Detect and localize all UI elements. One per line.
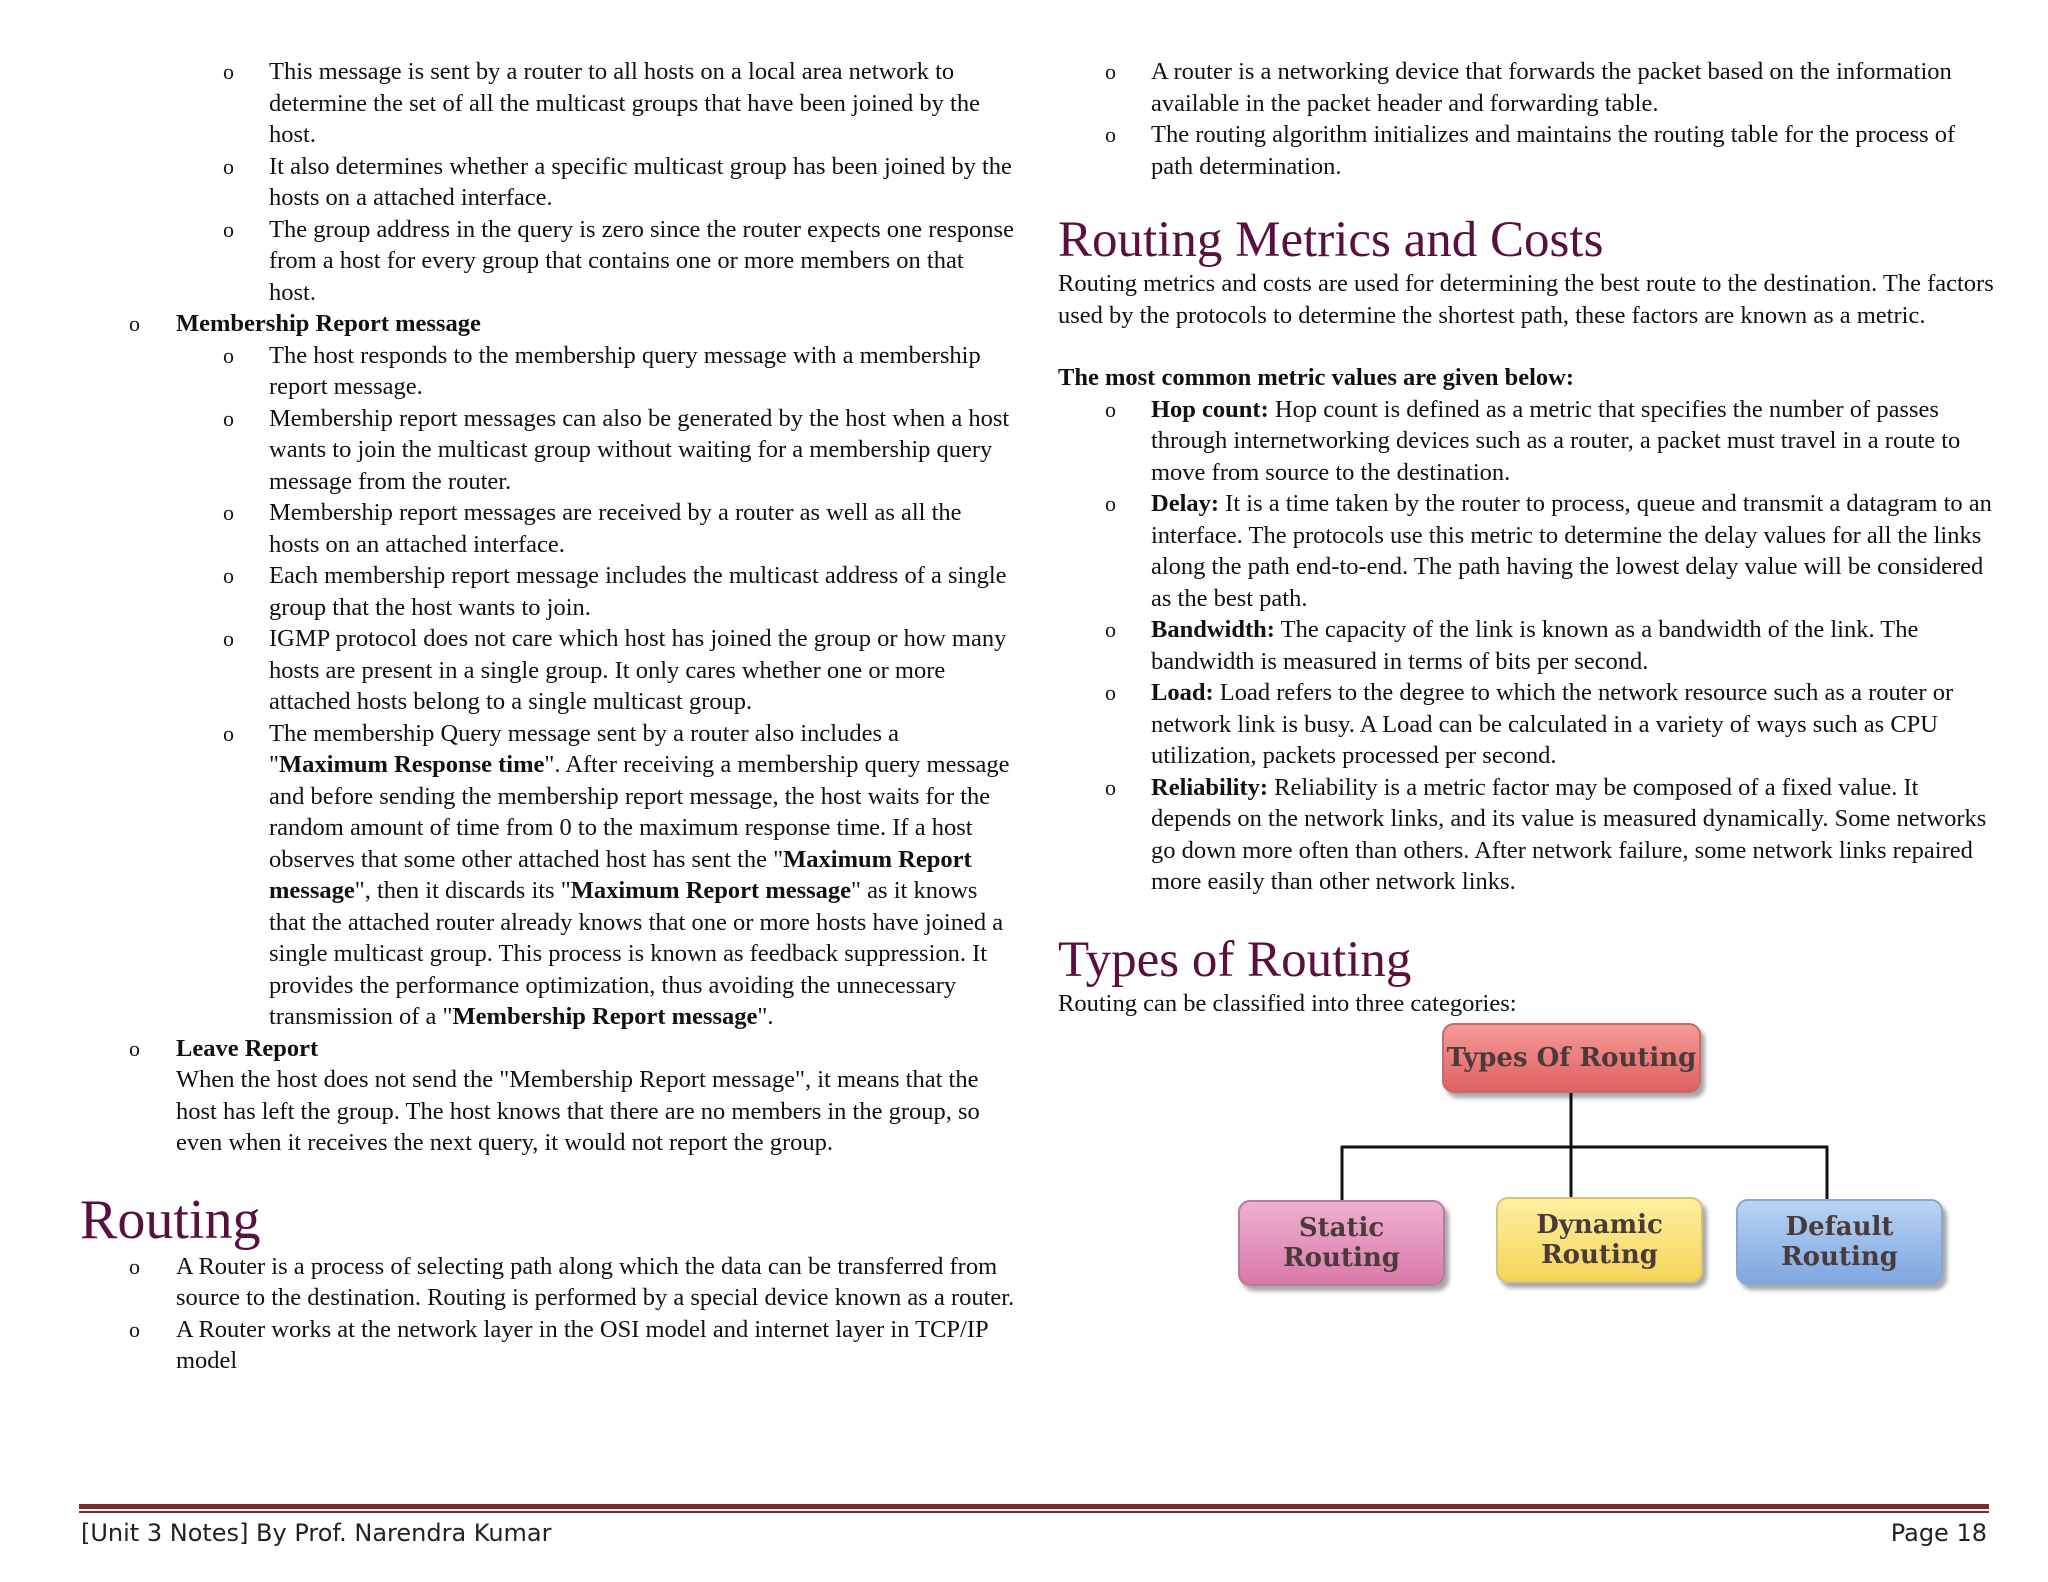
bullet: o [129,311,140,336]
bullet: o [129,1253,140,1279]
list-item: o The membership Query message sent by a router also includes a "Maximum Response time". After receiving a membership query message and before sending the membership report message, the host waits for the random amount of time from 0 to the maximum response time. If a host observes that some other attached host has sent the "Maximum Report message", then it discards its "Maximum Report message" as it knows that the attached router already knows that one or more hosts have joined a single multicast group. This process is known as feedback suppression. It provides the performance optimization, thus avoiding the unnecessary transmission of a "Membership Report message". [223,719,1010,1030]
list-item: o This message is sent by a router to all hosts on a local area network to determine the set of all the multicast groups that have been joined by the host. [223,58,980,148]
bullet: o [1105,774,1116,800]
bullet: o [1105,122,1116,147]
types-intro: Routing can be classified into three categories: [1058,989,1517,1017]
left-column [80,56,1015,1377]
bullet: o [129,1035,140,1061]
bullet: o [223,342,234,368]
bullet: o [1105,617,1116,642]
right-column [1058,56,1998,1309]
footer-rule-thin [79,1511,1989,1513]
metric-reliability: o Reliability: Reliability is a metric factor may be composed of a fixed value. It depends on the network links, and its value is measured dynamically. Some networks go down more often than others. After network failure, some network links repaired more easily than other network links. [1105,773,1987,895]
list-item: o The routing algorithm initializes and maintains the routing table for the process of path determination. [1105,121,1956,180]
types-of-routing-diagram [1058,1019,1998,1309]
types-of-routing-box: Types Of Routing [1442,1023,1701,1093]
bullet: o [223,626,234,651]
list-item: o It also determines whether a specific multicast group has been joined by the hosts on a attached interface. [223,152,1012,211]
bullet: o [223,720,234,746]
bullet: o [223,216,234,242]
bullet: o [1105,680,1116,705]
leave-report: o Leave Report When the host does not send the "Membership Report message", it means that the host has left the group. The host knows that there are no members in the group, so even when it receives the next query, it would not report the group. [129,1034,980,1156]
list-item: o The group address in the query is zero since the router expects one response from a host for every group that contains one or more members on that host. [223,215,1014,306]
metrics-intro: Routing metrics and costs are used for determining the best route to the destination. The factors used by the protocols to determine the shortest path, these factors are known as a metric. [1058,270,1994,329]
list-item: o The host responds to the membership query message with a membership report message. [223,341,981,400]
footer [81,1519,1987,1547]
footer-left: [Unit 3 Notes] By Prof. Narendra Kumar [81,1519,552,1547]
list-item: o Membership report messages can also be generated by the host when a host wants to join the multicast group without waiting for a membership query message from the router. [223,404,1010,495]
metric-delay: o Delay: It is a time taken by the router to process, queue and transmit a datagram to an interface. The protocols use this metric to determine the delay values for all the links along the path end-to-end. The path having the lowest delay value will be considered as the best path. [1105,490,1992,612]
bullet: o [223,500,234,525]
metric-hop-count: o Hop count: Hop count is defined as a metric that specifies the number of passes through internetworking devices such as a router, a packet must travel in a route to move from source to the destination. [1105,395,1961,486]
static-routing-box: Static Routing [1238,1200,1445,1286]
types-of-routing-heading: Types of Routing [1058,931,1412,988]
footer-rule-thick [79,1504,1989,1509]
bullet: o [1105,59,1116,84]
list-item: o A router is a networking device that forwards the packet based on the information available in the packet header and forwarding table. [1105,58,1952,117]
bullet: o [223,405,234,431]
dynamic-routing-box: Dynamic Routing [1496,1197,1703,1283]
bullet: o [223,59,234,84]
bullet: o [223,563,234,588]
metric-bandwidth: o Bandwidth: The capacity of the link is known as a bandwidth of the link. The bandwidth is measured in terms of bits per second. [1105,616,1919,675]
bullet: o [1105,491,1116,516]
common-metrics-title: The most common metric values are given below: [1058,364,1574,391]
bullet: o [1105,396,1116,422]
routing-heading: Routing [80,1188,261,1251]
list-item: o A Router is a process of selecting path along which the data can be transferred from source to the destination. Routing is performed by a special device known as a router. [129,1252,1015,1311]
membership-report-title: o Membership Report message [80,308,1015,340]
list-item: o Each membership report message includes the multicast address of a single group that the host wants to join. [223,562,1007,621]
bullet: o [223,153,234,179]
list-item: o Membership report messages are received by a router as well as all the hosts on an attached interface. [223,499,962,558]
bullet: o [129,1316,140,1342]
list-item: o IGMP protocol does not care which host has joined the group or how many hosts are present in a single group. It only cares whether one or more attached hosts belong to a single multicast group. [223,625,1007,715]
page-number: Page 18 [1890,1519,1987,1547]
routing-metrics-heading: Routing Metrics and Costs [1058,212,1604,268]
list-item: o A Router works at the network layer in the OSI model and internet layer in TCP/IP model [129,1315,988,1374]
default-routing-box: Default Routing [1736,1199,1943,1285]
metric-load: o Load: Load refers to the degree to which the network resource such as a router or network link is busy. A Load can be calculated in a variety of ways such as CPU utilization, packets processed per second. [1105,679,1954,769]
